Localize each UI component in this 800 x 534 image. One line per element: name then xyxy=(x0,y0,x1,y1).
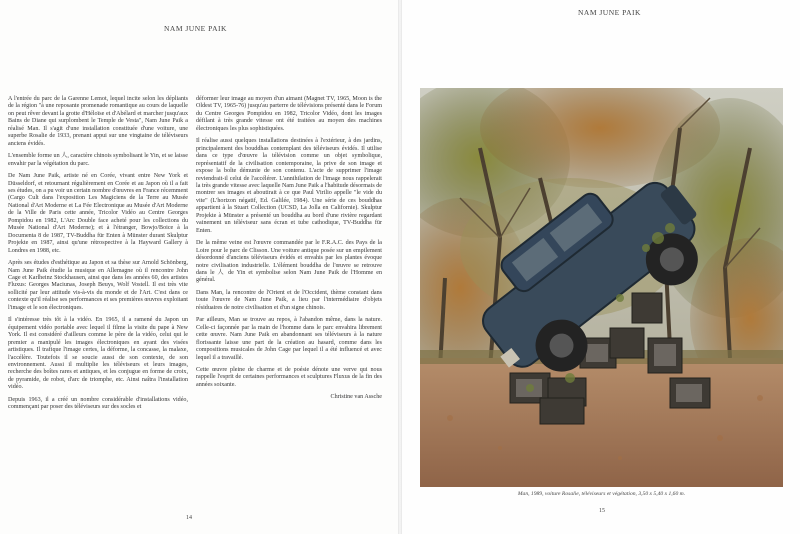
page-number-left: 14 xyxy=(186,515,192,521)
paragraph: De Nam June Paik, artiste né en Corée, vivant entre New York et Düsseldorf, et retournant régulièrement en Corée et au Japon où il a fait ses études, on a pu voir un certain nombre d'œuvres en France récemment (Cargo Cult dans l'exposition Les Magiciens de la Terre au Musée National d'Art Moderne et La Fée Electronique au Musée d'Art Moderne de la Ville de Paris cette année, Tricolor Vidéo au Centre Georges Pompidou en 1982, L'Arc Double face acheté pour les collections du Musée National d'Art Moderne); et à l'étranger, Bowjo/Boice à la Documenta 8 de 1987, TV-Buddha für Enten à Münster durant Skulptur Projekte en 1987, ainsi qu'une rétrospective à la Hayward Gallery à Londres en 1988, etc. xyxy=(8,173,188,254)
paragraph: Il s'intéresse très tôt à la vidéo. En 1965, il a ramené du Japon un équipement vidéo portable avec lequel il filme la visite du pape à New York. Il est considéré d'ailleurs comme le père de la vidéo, celui qui le premier a manipulé les images électroniques en ayant des visées artistiques. Il trafique l'image certes, la déforme, la concasse, la malaxe, l'accélère. Toutefois il se soucie aussi de son contexte, de son environnement. Aussi il multiplie les téléviseurs et leurs images, recherche des boîtes rares et antiques, et les conjugue en forme de croix, de pyramide, de robot, d'arc de triomphe, etc. Ainsi naîtra l'installation vidéo. xyxy=(8,317,188,391)
paragraph: Après ses études d'esthétique au Japon et sa thèse sur Arnold Schönberg, Nam June Paik étudie la musique en Allemagne où il rencontre John Cage et Karlheinz Stockhausen, ainsi que dans les années 60, des artistes Fluxus: Georges Maciunas, Joseph Beuys, Wolf Vostell. Il est très vite sollicité par leur attitude vis-à-vis du monde et de l'Art. C'est dans ce contexte qu'il réalise ses performances et ses premières œuvres exploitant l'image et le son électroniques. xyxy=(8,260,188,311)
artwork-photo xyxy=(420,88,783,487)
text-column-1 xyxy=(8,96,188,417)
paragraph: L'ensemble forme un 人, caractère chinois symbolisant le Yin, et se laisse envahir par la végétation du parc. xyxy=(8,153,188,167)
paragraph: déformer leur image au moyen d'un aimant (Magnet TV, 1965, Moon is the Oldest TV, 1965-76) jusqu'au parterre de télévisions présenté dans le Forum du Centre Georges Pompidou en 1982, Tricolor Vidéo, dont les images défilant à très grande vitesse ont été traitées au moyen des machines électroniques les plus sophistiquées. xyxy=(196,96,382,132)
paragraph: Depuis 1963, il a créé un nombre considérable d'installations vidéo, commençant par poser des téléviseurs sur des socles et xyxy=(8,396,188,411)
paragraph: Cette œuvre pleine de charme et de poésie dénote une verve qui nous rappelle l'esprit de certaines performances et sculptures Fluxus de la fin des années soixante. xyxy=(196,366,382,388)
text-column-2 xyxy=(196,96,382,407)
paragraph: Par ailleurs, Man se trouve au repos, à l'abandon même, dans la nature. Celle-ci façonnée par la main de l'homme dans le parc envahira librement cette œuvre. Nam June Paik en abandonnant ses téléviseurs à la nature florissante laisse une part de la création au hasard, comme dans les compositions musicales de John Cage par lequel il a été influencé et avec lequel il a travaillé. xyxy=(196,317,382,361)
running-head-left: NAM JUNE PAIK xyxy=(164,24,227,33)
photo-caption: Man, 1989, voiture Rosalie, téléviseurs et végétation, 3,50 x 5,40 x 1,60 m. xyxy=(517,491,686,497)
paragraph: Il réalise aussi quelques installations destinées à l'extérieur, à des jardins, principalement des bouddhas contemplant des téléviseurs évidés. Il utilise dans ce type d'œuvre la télévision comme un objet symbolique, représentatif de la civilisation contemporaine, la prive de son image et expose la boîte démunie de son contenu. L'acte de supprimer l'image reviendrait-il celui de l'accélérer. L'annihilation de l'image nous rappelerait la très grande vitesse avec laquelle Nam June Paik a l'habitude désormais de montrer ses images et aboutirait à ce que Paul Virilio appelle "le vide du vite" (L'horizon négatif, Ed. Galilée, 1984). Une série de ces bouddhas appartient à la Stuart Collection (UCSD, La Jolla en Californie). Skulptur Projekte à Münster a présenté un bouddha au bord d'une rivière regardant vainement un téléviseur sans écran et tube cathodique, TV-Buddha für Enten. xyxy=(196,138,382,234)
paragraph: Dans Man, la rencontre de l'Orient et de l'Occident, thème constant dans toute l'œuvre de Nam June Paik, a lieu par l'intermédiaire d'objets résiduaires de notre civilisation et d'un signe chinois. xyxy=(196,289,382,311)
paragraph: De la même veine est l'œuvre commandée par le F.R.A.C. des Pays de la Loire pour le parc de Clisson. Une voiture antique posée sur un empilement désordonné d'anciens téléviseurs évidés et envahis par les plantes évoque notre civilisation industrielle. L'élément bouddha de l'œuvre se retrouve dans le 人 de Yin et symbolise selon Nam June Paik de l'Homme en général. xyxy=(196,240,382,284)
running-head-right: NAM JUNE PAIK xyxy=(578,8,641,17)
left-page xyxy=(0,0,398,534)
author-signature: Christine van Assche xyxy=(330,394,382,401)
paragraph: A l'entrée du parc de la Garenne Lemot, lequel incite selon les dépliants de la région "à une reposante promenade romantique au cours de laquelle on peut rêver devant la grotte d'Héloïse et d'Abélard et marcher jusqu'aux Bains de Diane qui surplombent le Temple de Vesta", Nam June Paik a réalisé Man. Il s'agit d'une installation constituée d'une voiture, une superbe Rosalie de 1933, prenant appui sur une vingtaine de téléviseurs anciens évidés. xyxy=(8,96,188,147)
car-on-televisions-photo xyxy=(420,88,783,487)
page-number-right: 15 xyxy=(599,508,605,514)
